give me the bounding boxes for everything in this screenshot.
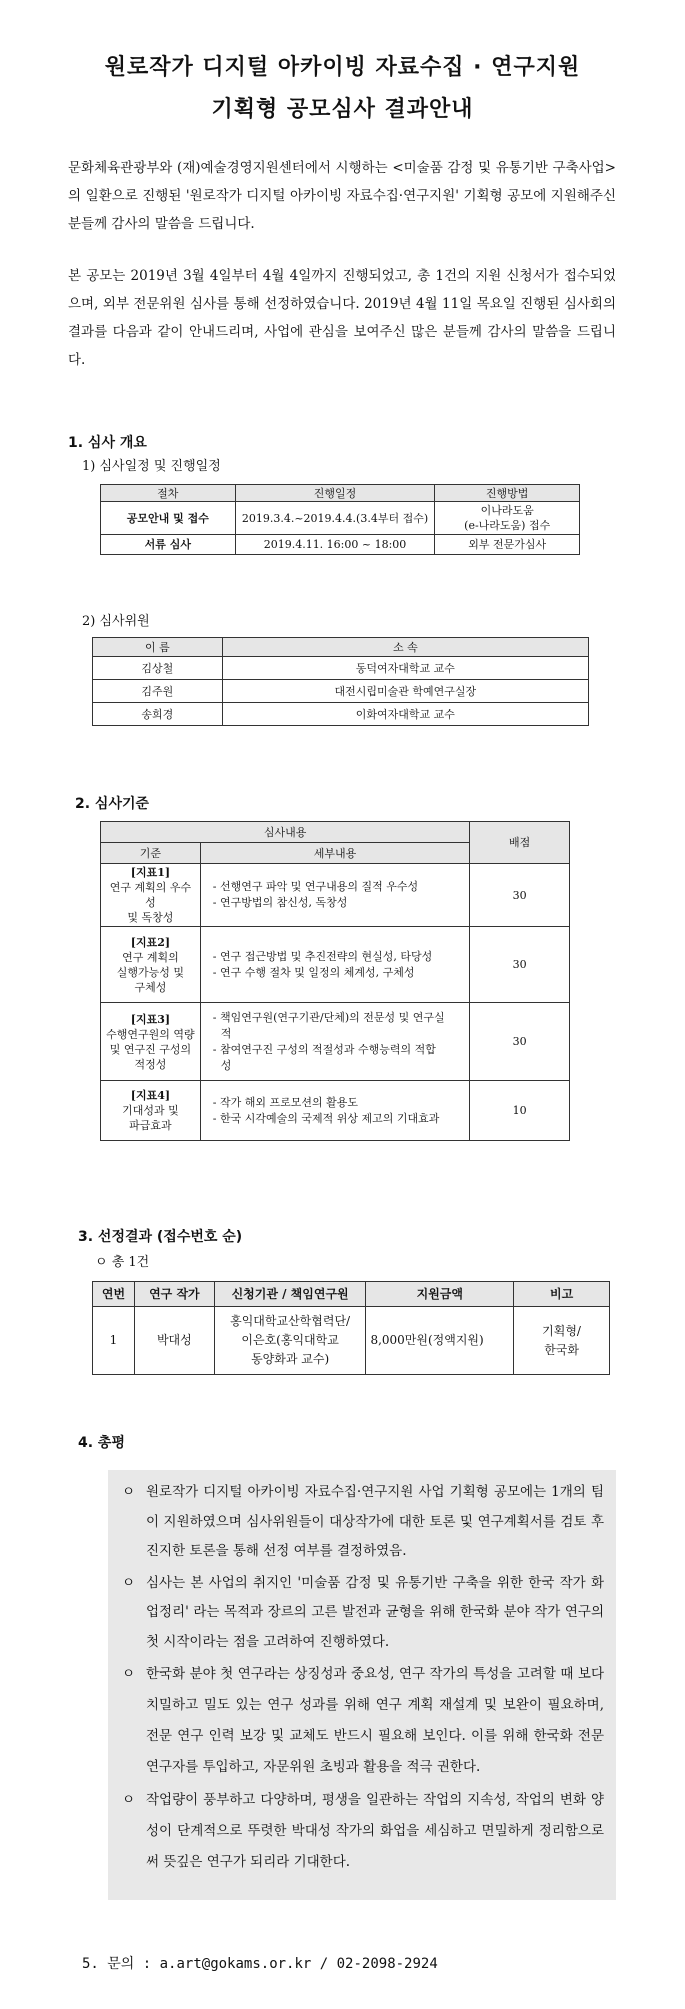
- bullet-icon: ㅇ: [122, 1574, 136, 1591]
- review-box: [108, 1470, 616, 1900]
- review-item: [118, 1478, 604, 1567]
- criteria-detail-line: - 연구 수행 절차 및 일정의 체계성, 구체성: [212, 965, 415, 979]
- committee-name: 김주원: [93, 680, 223, 703]
- criteria-detail-line: - 연구 접근방법 및 추진전략의 현실성, 타당성: [212, 949, 433, 963]
- criteria-score: 30: [470, 927, 570, 1003]
- criteria-detail: [200, 1003, 469, 1081]
- result-amount: 8,000만원(정액지원): [366, 1307, 514, 1375]
- section3-total: ㅇ 총 1건: [95, 1255, 150, 1270]
- criteria-detail: [200, 927, 469, 1003]
- intro-paragraph-1: 문화체육관광부와 (재)예술경영지원센터에서 시행하는 <미술품 감정 및 유통기반 구축사업>의 일환으로 진행된 '원로작가 디지털 아카이빙 자료수집·연구지원' 기획형 공모에 지원해주신 분들께 감사의 말씀을 드립니다.: [68, 160, 616, 232]
- schedule-method: [435, 502, 580, 535]
- criteria-tag: [지표4]: [130, 1089, 171, 1102]
- result-no: 1: [93, 1307, 135, 1375]
- committee-header: 소 속: [222, 638, 588, 657]
- intro-paragraph-2: 본 공모는 2019년 3월 4일부터 4월 4일까지 진행되었고, 총 1건의 지원 신청서가 접수되었으며, 외부 전문위원 심사를 통해 선정하였습니다. 2019년 4월 11일 목요일 진행된 심사회의 결과를 다음과 같이 안내드리며, 사업에 관심을 보여주신 많은 분들께 감사의 말씀을 드립니다.: [68, 268, 616, 368]
- criteria-name-line: 적정성: [134, 1057, 167, 1071]
- criteria-name-line: 연구 계획의: [122, 950, 179, 964]
- result-header: 연번: [93, 1282, 135, 1307]
- bullet-icon: ㅇ: [122, 1792, 136, 1808]
- bullet-icon: ㅇ: [122, 1484, 136, 1500]
- section1-sub1: 1) 심사일정 및 진행일정: [82, 459, 221, 474]
- result-header: 신청기관 / 책임연구원: [214, 1282, 366, 1307]
- criteria-detail-line: - 선행연구 파악 및 연구내용의 질적 우수성: [212, 880, 419, 893]
- result-header: 연구 작가: [134, 1282, 214, 1307]
- committee-affiliation: 대전시립미술관 학예연구실장: [222, 680, 588, 703]
- criteria-score: 10: [470, 1081, 570, 1141]
- committee-name: 송희경: [93, 703, 223, 726]
- criteria-header-group: 심사내용: [101, 822, 470, 843]
- result-header: 지원금액: [366, 1282, 514, 1307]
- criteria-name-line: 연구 계획의 우수성: [109, 881, 192, 909]
- criteria-name: [101, 927, 201, 1003]
- review-item: [118, 1659, 604, 1783]
- criteria-header-detail: 세부내용: [200, 843, 469, 864]
- criteria-score: 30: [470, 1003, 570, 1081]
- criteria-detail-line: - 연구방법의 참신성, 독창성: [212, 896, 348, 909]
- result-table: [92, 1281, 610, 1375]
- result-note-line: 한국화: [544, 1342, 579, 1357]
- committee-affiliation: 동덕여자대학교 교수: [222, 657, 588, 680]
- criteria-name-line: 기대성과 및: [122, 1104, 179, 1117]
- criteria-name-line: 구체성: [134, 980, 167, 994]
- schedule-method: 외부 전문가심사: [435, 535, 580, 555]
- criteria-name: [101, 1081, 201, 1141]
- section1-heading: 1. 심사 개요: [68, 435, 147, 451]
- schedule-period: 2019.4.11. 16:00 ~ 18:00: [235, 535, 435, 555]
- result-institution-line: 홍익대학교산학협력단/: [230, 1314, 351, 1328]
- criteria-header-score: 배점: [470, 822, 570, 864]
- section3-heading: 3. 선정결과 (접수번호 순): [78, 1229, 243, 1245]
- result-artist: 박대성: [134, 1307, 214, 1375]
- review-text: 심사는 본 사업의 취지인 '미술품 감정 및 유통기반 구축을 위한 한국 작가 화업정리' 라는 목적과 장르의 고른 발전과 균형을 위해 한국화 분야 작가 연구의 첫 시작이라는 점을 고려하여 진행하였다.: [146, 1574, 604, 1650]
- criteria-detail-line: - 한국 시각예술의 국제적 위상 제고의 기대효과: [212, 1111, 440, 1125]
- schedule-header: 진행일정: [235, 485, 435, 502]
- criteria-detail-line: - 책임연구원(연구기관/단체)의 전문성 및 연구실: [212, 1010, 445, 1024]
- criteria-name-line: 수행연구원의 역량: [106, 1027, 195, 1041]
- section4-heading: 4. 총평: [78, 1435, 125, 1451]
- schedule-header: 진행방법: [435, 485, 580, 502]
- review-text: 원로작가 디지털 아카이빙 자료수집·연구지원 사업 기획형 공모에는 1개의 팀이 지원하였으며 심사위원들이 대상작가에 대한 토론 및 연구계획서를 검토 후 진지한 토론을 통해 선정 여부를 결정하였음.: [146, 1484, 604, 1559]
- criteria-detail-line: 적: [220, 1026, 232, 1040]
- criteria-detail-line: 성: [220, 1058, 232, 1072]
- criteria-tag: [지표3]: [130, 1012, 171, 1026]
- criteria-name-line: 및 독창성: [127, 911, 174, 924]
- review-text: 작업량이 풍부하고 다양하며, 평생을 일관하는 작업의 지속성, 작업의 변화 양성이 단계적으로 뚜렷한 박대성 작가의 화업을 세심하고 면밀하게 정리함으로써 뜻깊은 연구가 되리라 기대한다.: [146, 1792, 604, 1870]
- criteria-detail: [200, 864, 469, 927]
- criteria-detail: [200, 1081, 469, 1141]
- criteria-detail-line: - 참여연구진 구성의 적절성과 수행능력의 적합: [212, 1042, 436, 1056]
- criteria-score: 30: [470, 864, 570, 927]
- criteria-header-criteria: 기준: [101, 843, 201, 864]
- schedule-step: 공모안내 및 접수: [101, 502, 236, 535]
- criteria-name-line: 및 연구진 구성의: [109, 1042, 192, 1056]
- result-institution: [214, 1307, 366, 1375]
- section2-heading: 2. 심사기준: [75, 796, 150, 812]
- criteria-table: [100, 821, 570, 1141]
- criteria-tag: [지표1]: [130, 866, 171, 879]
- committee-header: 이 름: [93, 638, 223, 657]
- criteria-name-line: 실행가능성 및: [116, 965, 185, 979]
- schedule-method-line: 이나라도움: [480, 504, 534, 517]
- criteria-name: [101, 864, 201, 927]
- committee-name: 김상철: [93, 657, 223, 680]
- result-header: 비고: [514, 1282, 610, 1307]
- schedule-method-line: (e-나라도움) 접수: [464, 519, 551, 532]
- review-item: [118, 1785, 604, 1878]
- criteria-tag: [지표2]: [130, 935, 171, 949]
- review-item: [118, 1569, 604, 1658]
- section1-sub2: 2) 심사위원: [82, 614, 150, 629]
- result-institution-line: 동양화과 교수): [251, 1352, 330, 1366]
- page-title-line2: 기획형 공모심사 결과안내: [211, 97, 474, 122]
- committee-table: [92, 637, 589, 726]
- page-title-line1: 원로작가 디지털 아카이빙 자료수집 · 연구지원: [104, 55, 581, 80]
- schedule-period: 2019.3.4.~2019.4.4.(3.4부터 접수): [235, 502, 435, 535]
- result-institution-line: 이은호(홍익대학교: [241, 1333, 339, 1347]
- contact-info: 5. 문의 : a.art@gokams.or.kr / 02-2098-2924: [82, 1956, 438, 1972]
- criteria-detail-line: - 작가 해외 프로모션의 활용도: [212, 1095, 359, 1109]
- criteria-name: [101, 1003, 201, 1081]
- schedule-table: [100, 484, 580, 555]
- bullet-icon: ㅇ: [122, 1666, 136, 1682]
- result-note-line: 기획형/: [542, 1323, 581, 1338]
- schedule-step: 서류 심사: [101, 535, 236, 555]
- review-text: 한국화 분야 첫 연구라는 상징성과 중요성, 연구 작가의 특성을 고려할 때 보다 치밀하고 밀도 있는 연구 성과를 위해 연구 계획 재설계 및 보완이 필요하며, 전문 연구 인력 보강 및 교체도 반드시 필요해 보인다. 이를 위해 한국화 전문 연구자를 투입하고, 자문위원 초빙과 활용을 적극 권한다.: [146, 1666, 604, 1775]
- schedule-header: 절차: [101, 485, 236, 502]
- criteria-name-line: 파급효과: [129, 1119, 172, 1132]
- result-note: [514, 1307, 610, 1375]
- committee-affiliation: 이화여자대학교 교수: [222, 703, 588, 726]
